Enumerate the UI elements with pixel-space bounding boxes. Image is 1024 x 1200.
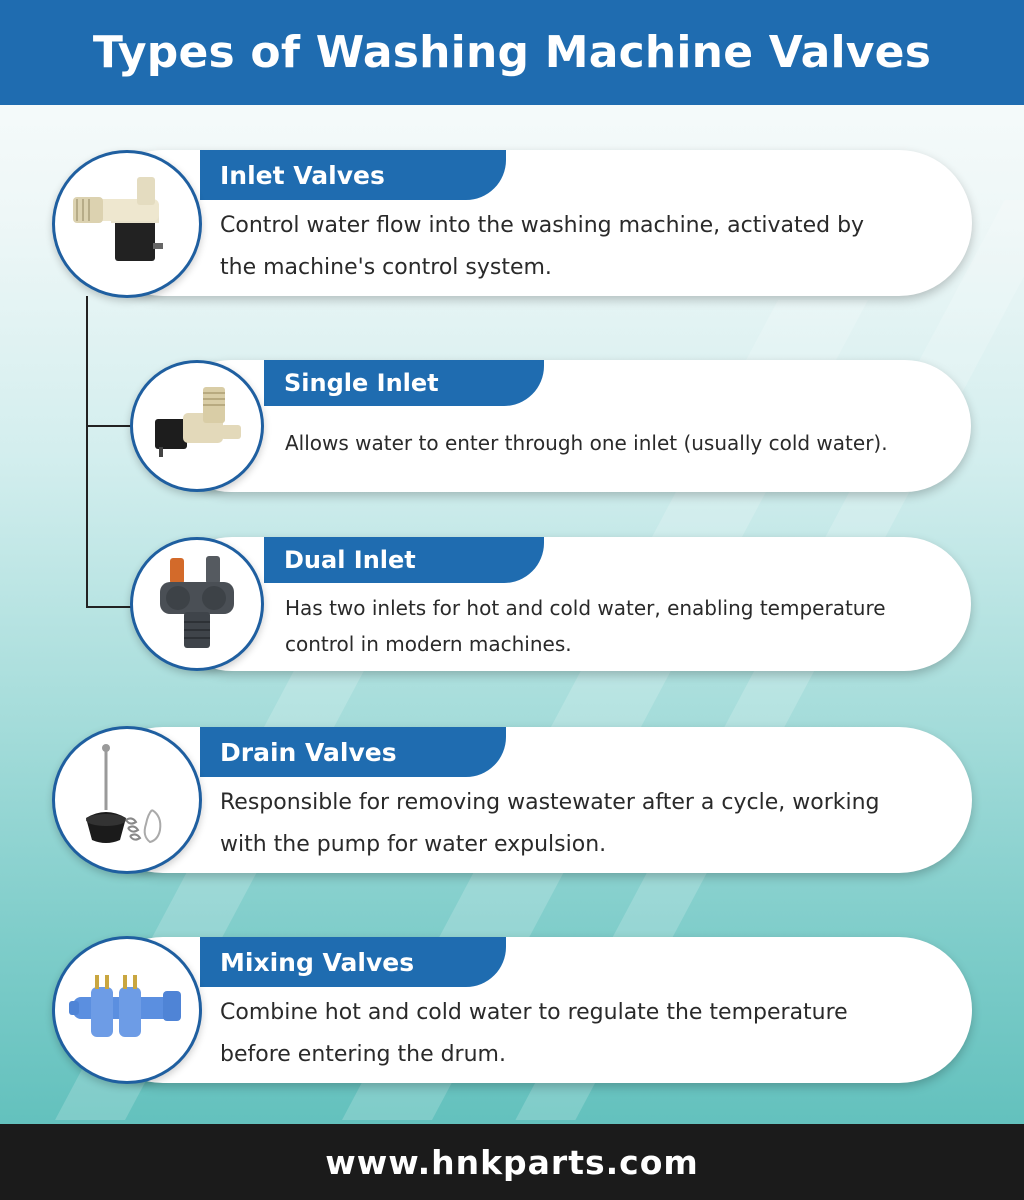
card-description-dual-inlet: Has two inlets for hot and cold water, enabling temperature control in modern machines. <box>285 596 886 656</box>
tree-connector-single <box>86 425 132 427</box>
website-url[interactable]: www.hnkparts.com <box>325 1142 699 1182</box>
tree-connector-dual <box>86 606 132 608</box>
card-title-inlet-valves: Inlet Valves <box>200 150 506 200</box>
drain-valve-icon <box>52 726 202 874</box>
card-description-mixing-valves: Combine hot and cold water to regulate the temperature before entering the drum. <box>220 1000 848 1067</box>
dual-inlet-valve-icon <box>130 537 264 671</box>
tree-connector-vertical <box>86 296 88 608</box>
card-description-single-inlet: Allows water to enter through one inlet (usually cold water). <box>285 431 888 455</box>
mixing-valve-icon <box>52 936 202 1084</box>
single-inlet-valve-icon <box>130 360 264 492</box>
card-description-inlet-valves: Control water flow into the washing machine, activated by the machine's control system. <box>220 213 865 280</box>
card-title-drain-valves: Drain Valves <box>200 727 506 777</box>
page-header <box>0 0 1024 105</box>
solenoid-inlet-valve-icon <box>52 150 202 298</box>
card-title-mixing-valves: Mixing Valves <box>200 937 506 987</box>
page-title: Types of Washing Machine Valves <box>92 27 932 78</box>
card-description-drain-valves: Responsible for removing wastewater after a cycle, working with the pump for water expulsion. <box>220 790 880 857</box>
card-title-single-inlet: Single Inlet <box>264 360 544 406</box>
card-title-dual-inlet: Dual Inlet <box>264 537 544 583</box>
page-footer <box>0 1124 1024 1200</box>
